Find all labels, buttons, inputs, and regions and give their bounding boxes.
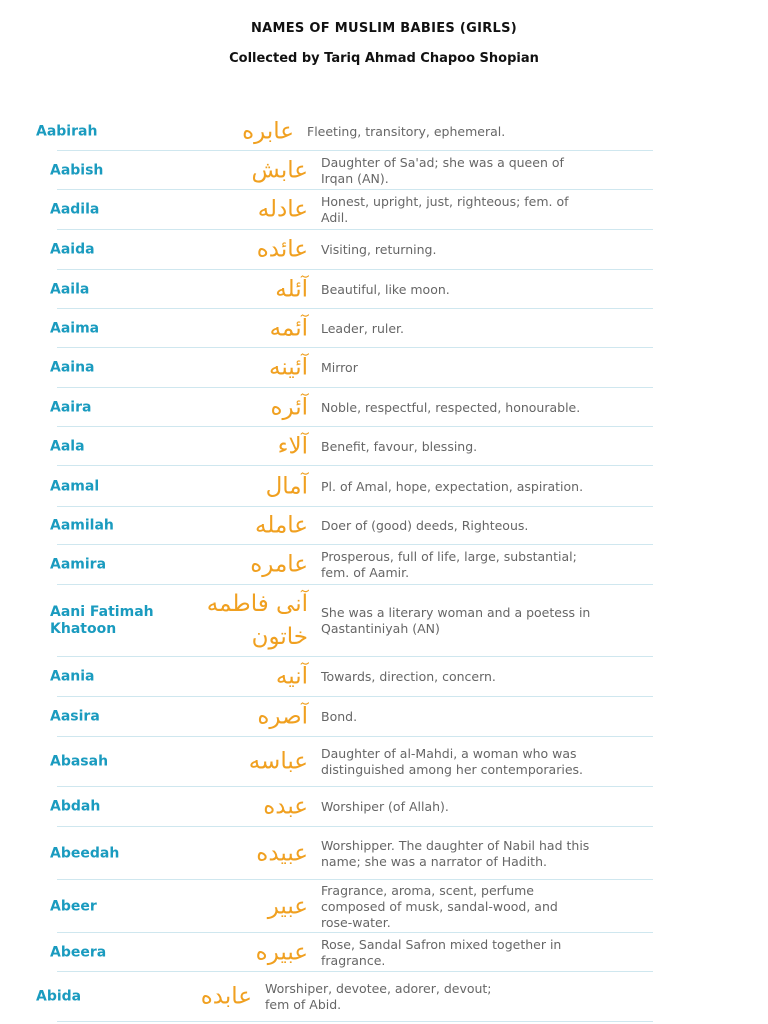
entry-meaning: Daughter of Sa'ad; she was a queen of Irqan (AN). [321,154,564,186]
entry-arabic: عابش [251,157,308,183]
entry-meaning: Beautiful, like moon. [321,281,450,297]
list-item [0,737,768,787]
entry-meaning: Worshiper (of Allah). [321,799,449,814]
entry-name: Aala [50,438,85,454]
list-item [0,787,768,827]
list-item [0,112,768,151]
row-divider [57,1021,653,1022]
entry-name: Aaima [50,320,100,336]
entry-name: Abasah [50,753,109,770]
entry-meaning: Noble, respectful, respected, honourable. [321,399,581,415]
entry-name: Aani Fatimah Khatoon [50,604,154,637]
entry-meaning: Honest, upright, just, righteous; fem. of Adil. [321,194,569,225]
entry-name: Abeera [50,944,107,960]
entry-name: Aasira [50,708,100,725]
list-item [0,230,768,270]
entry-name: Abeedah [50,845,120,861]
entry-arabic: عبده [263,793,308,820]
entry-name: Abdah [50,798,101,815]
entry-meaning: Fragrance, aroma, scent, perfume composed of musk, sandal-wood, and rose-water. [321,882,558,930]
entry-meaning: Worshipper. The daughter of Nabil had this name; she was a narrator of Hadith. [321,837,590,869]
entry-arabic: آنیه [275,663,308,690]
entry-name: Aaira [50,399,92,415]
entry-meaning: Doer of (good) deeds, Righteous. [321,518,529,533]
list-item [0,933,768,972]
list-item [0,388,768,427]
entry-name: Abeer [50,898,97,914]
entry-meaning: She was a literary woman and a poetess in Qastantiniyah (AN) [321,605,591,636]
entry-arabic: آنی فاطمه خاتون [206,591,308,650]
entry-meaning: Pl. of Amal, hope, expectation, aspiration. [321,478,584,494]
entry-arabic: عابره [242,118,294,144]
list-item [0,972,768,1022]
list-item [0,151,768,190]
entry-meaning: Daughter of al-Mahdi, a woman who was distinguished among her contemporaries. [321,746,583,777]
entry-arabic: عباسه [248,748,308,775]
list-item [0,348,768,388]
entry-arabic: آصره [257,703,308,730]
entry-arabic: عادله [257,196,308,223]
entry-name: Aaida [50,241,95,258]
entry-arabic: آئمه [269,315,308,341]
list-item [0,507,768,545]
list-item [0,657,768,697]
entry-name: Aamal [50,478,100,494]
entry-meaning: Fleeting, transitory, ephemeral. [307,123,506,139]
entry-name: Abida [36,988,82,1005]
entry-name: Aadila [50,201,100,218]
entry-meaning: Visiting, returning. [321,242,437,257]
entry-meaning: Prosperous, full of life, large, substantial; fem. of Aamir. [321,549,577,580]
entry-name: Aabish [50,162,104,178]
entry-arabic: آلاء [277,433,308,459]
entry-name: Aamira [50,556,107,573]
entry-name: Aania [50,668,95,685]
entry-name: Aabirah [36,123,98,139]
entry-arabic: عبیر [267,893,308,919]
entry-meaning: Bond. [321,709,358,724]
list-item [0,827,768,880]
entry-meaning: Mirror [321,360,358,375]
entry-meaning: Leader, ruler. [321,320,404,336]
list-item [0,697,768,737]
entry-meaning: Towards, direction, concern. [321,669,496,684]
page-subtitle: Collected by Tariq Ahmad Chapoo Shopian [229,51,539,66]
entry-arabic: آئله [275,276,308,302]
entry-arabic: آئره [270,394,308,420]
list-item [0,585,768,657]
list-item [0,270,768,309]
entry-arabic: عامله [255,512,308,539]
entry-arabic: آئینه [268,354,308,381]
list-item [0,880,768,933]
entry-name: Aaila [50,281,90,297]
entry-arabic: عابده [200,983,252,1010]
entry-arabic: عبیره [255,939,308,965]
list-item [0,545,768,585]
entry-name: Aaina [50,359,95,376]
entry-arabic: آمال [265,473,308,499]
entry-arabic: عائده [256,236,308,263]
list-item [0,427,768,466]
list-item [0,190,768,230]
list-item [0,466,768,507]
entry-meaning: Worshiper, devotee, adorer, devout; fem of Abid. [265,981,492,1012]
page-title: NAMES OF MUSLIM BABIES (GIRLS) [250,21,518,36]
entry-arabic: عبیده [256,840,308,866]
entry-arabic: عامره [250,551,308,578]
entry-meaning: Rose, Sandal Safron mixed together in fragrance. [321,936,562,968]
list-item [0,309,768,348]
entry-meaning: Benefit, favour, blessing. [321,438,478,454]
entry-name: Aamilah [50,517,114,534]
